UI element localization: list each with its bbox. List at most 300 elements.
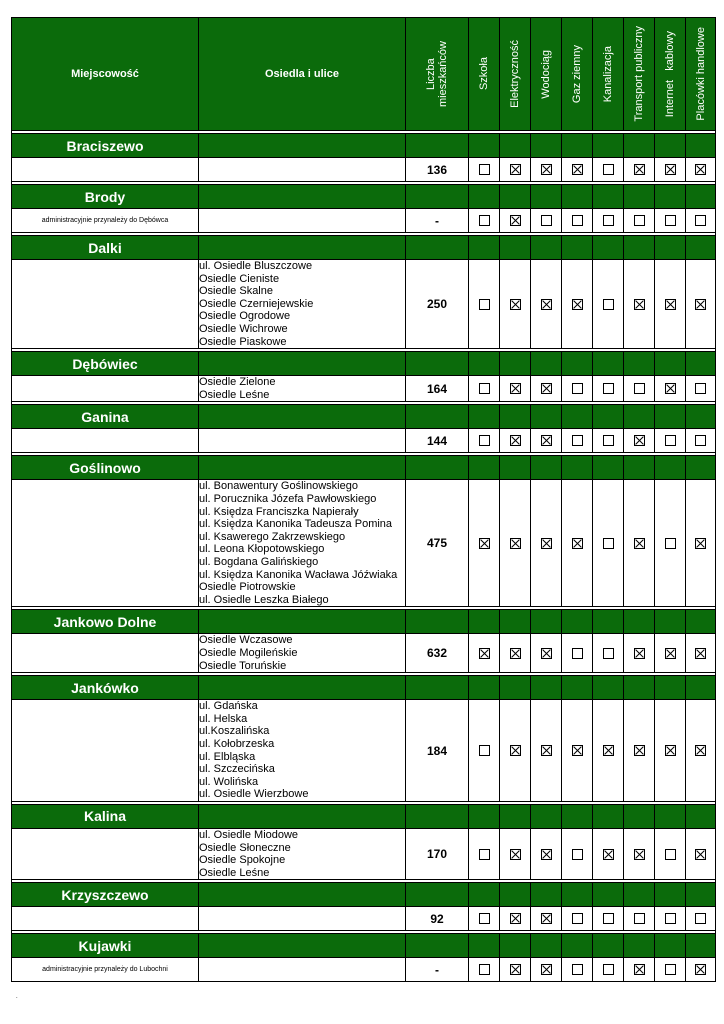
town-header-cell xyxy=(686,804,716,828)
amenity-cell-shops xyxy=(686,376,716,402)
town-header-cell xyxy=(531,185,562,209)
empty-box-icon xyxy=(603,435,614,446)
empty-box-icon xyxy=(603,215,614,226)
amenity-cell-gas xyxy=(562,828,593,879)
header-amenity-transport: Transport publiczny xyxy=(624,18,655,131)
checked-box-icon xyxy=(541,435,552,446)
town-header-cell xyxy=(562,883,593,907)
amenity-cell-shops xyxy=(686,634,716,673)
town-header-cell xyxy=(562,134,593,158)
town-header-cell xyxy=(406,883,469,907)
town-header-cell xyxy=(500,934,531,958)
streets-list xyxy=(199,907,406,931)
empty-box-icon xyxy=(572,435,583,446)
street-name: ul. Bogdana Galińskiego xyxy=(199,555,319,568)
town-header-cell xyxy=(469,134,500,158)
town-header-cell xyxy=(469,352,500,376)
town-header-cell xyxy=(199,934,406,958)
town-header-row xyxy=(12,804,716,828)
amenity-cell-sewage xyxy=(593,700,624,802)
population-value: 475 xyxy=(406,480,469,607)
population-value: 92 xyxy=(406,907,469,931)
checked-box-icon xyxy=(479,538,490,549)
street-name: ul. Kołobrzeska xyxy=(199,737,275,750)
empty-box-icon xyxy=(479,299,490,310)
street-name: Osiedle Wczasowe xyxy=(199,634,293,647)
town-header-cell xyxy=(500,804,531,828)
amenity-cell-transport xyxy=(624,828,655,879)
checked-box-icon xyxy=(510,383,521,394)
town-data-row xyxy=(12,958,716,982)
town-header-cell xyxy=(686,456,716,480)
amenity-cell-shops xyxy=(686,480,716,607)
town-header-cell xyxy=(562,804,593,828)
header-amenity-water: Wodociąg xyxy=(531,18,562,131)
empty-box-icon xyxy=(695,215,706,226)
checked-box-icon xyxy=(695,745,706,756)
amenity-cell-water xyxy=(531,480,562,607)
population-value: 632 xyxy=(406,634,469,673)
town-header-cell xyxy=(562,934,593,958)
checked-box-icon xyxy=(510,913,521,924)
checked-box-icon xyxy=(541,538,552,549)
empty-box-icon xyxy=(603,964,614,975)
streets-list xyxy=(199,209,406,233)
town-header-row xyxy=(12,883,716,907)
town-header-cell xyxy=(593,934,624,958)
empty-box-icon xyxy=(603,538,614,549)
town-header-cell xyxy=(199,405,406,429)
town-note: administracyjnie przynależy do Dębówca xyxy=(12,209,199,233)
checked-box-icon xyxy=(634,849,645,860)
town-data-row xyxy=(12,376,716,402)
town-note xyxy=(12,828,199,879)
street-name: Osiedle Skalne xyxy=(199,285,273,298)
town-header-cell xyxy=(500,676,531,700)
streets-list xyxy=(199,828,406,879)
header-streets: Osiedla i ulice xyxy=(199,18,406,131)
population-value: 164 xyxy=(406,376,469,402)
street-name: ul. Szczecińska xyxy=(199,763,275,776)
amenity-cell-school xyxy=(469,700,500,802)
amenity-cell-school xyxy=(469,907,500,931)
street-name: Osiedle Leśne xyxy=(199,866,270,879)
amenity-cell-transport xyxy=(624,700,655,802)
town-header-cell xyxy=(406,676,469,700)
street-name: ul. Ksawerego Zakrzewskiego xyxy=(199,530,346,543)
empty-box-icon xyxy=(665,538,676,549)
town-header-cell xyxy=(593,804,624,828)
town-note xyxy=(12,634,199,673)
empty-box-icon xyxy=(665,215,676,226)
town-data-row xyxy=(12,429,716,453)
town-note xyxy=(12,480,199,607)
town-header-cell xyxy=(406,134,469,158)
amenity-cell-sewage xyxy=(593,158,624,182)
checked-box-icon xyxy=(510,215,521,226)
town-header-cell xyxy=(531,134,562,158)
town-header-cell xyxy=(562,236,593,260)
town-header-row xyxy=(12,236,716,260)
town-data-row xyxy=(12,158,716,182)
empty-box-icon xyxy=(572,648,583,659)
town-header-row xyxy=(12,676,716,700)
town-header-cell xyxy=(469,804,500,828)
empty-box-icon xyxy=(479,383,490,394)
town-header-row xyxy=(12,456,716,480)
town-header-cell xyxy=(655,456,686,480)
empty-box-icon xyxy=(695,913,706,924)
amenity-cell-water xyxy=(531,429,562,453)
town-header-cell xyxy=(469,456,500,480)
town-header-cell xyxy=(624,405,655,429)
population-value: 144 xyxy=(406,429,469,453)
town-header-cell xyxy=(199,804,406,828)
amenities-table xyxy=(11,17,716,982)
town-header-cell xyxy=(199,610,406,634)
amenity-cell-internet xyxy=(655,907,686,931)
town-header-row xyxy=(12,352,716,376)
amenity-cell-gas xyxy=(562,429,593,453)
checked-box-icon xyxy=(665,745,676,756)
checked-box-icon xyxy=(634,538,645,549)
town-data-row xyxy=(12,260,716,349)
town-header-cell xyxy=(531,934,562,958)
streets-list xyxy=(199,480,406,607)
empty-box-icon xyxy=(572,215,583,226)
town-header-cell xyxy=(655,676,686,700)
empty-box-icon xyxy=(665,964,676,975)
amenity-cell-shops xyxy=(686,828,716,879)
amenity-cell-transport xyxy=(624,260,655,349)
town-name: Kujawki xyxy=(12,934,199,958)
town-header-cell xyxy=(406,352,469,376)
street-name: ul. Księdza Kanonika Wacława Jóźwiaka xyxy=(199,568,398,581)
town-header-cell xyxy=(531,610,562,634)
town-name: Krzyszczewo xyxy=(12,883,199,907)
amenity-cell-sewage xyxy=(593,958,624,982)
town-header-cell xyxy=(593,405,624,429)
checked-box-icon xyxy=(695,164,706,175)
amenity-cell-sewage xyxy=(593,828,624,879)
checked-box-icon xyxy=(634,299,645,310)
empty-box-icon xyxy=(603,913,614,924)
header-amenity-school: Szkoła xyxy=(469,18,500,131)
amenity-cell-transport xyxy=(624,907,655,931)
empty-box-icon xyxy=(695,435,706,446)
empty-box-icon xyxy=(603,648,614,659)
amenity-cell-electricity xyxy=(500,260,531,349)
town-header-cell xyxy=(562,352,593,376)
checked-box-icon xyxy=(510,164,521,175)
town-header-cell xyxy=(562,456,593,480)
amenity-cell-school xyxy=(469,634,500,673)
town-header-cell xyxy=(531,883,562,907)
amenity-cell-transport xyxy=(624,209,655,233)
amenity-cell-electricity xyxy=(500,907,531,931)
town-note xyxy=(12,429,199,453)
checked-box-icon xyxy=(510,849,521,860)
amenity-cell-electricity xyxy=(500,480,531,607)
street-name: ul. Elbląska xyxy=(199,750,256,763)
town-header-cell xyxy=(531,236,562,260)
amenity-cell-internet xyxy=(655,958,686,982)
town-header-cell xyxy=(686,185,716,209)
town-name: Ganina xyxy=(12,405,199,429)
amenity-cell-shops xyxy=(686,260,716,349)
amenity-cell-shops xyxy=(686,700,716,802)
checked-box-icon xyxy=(541,648,552,659)
checked-box-icon xyxy=(572,299,583,310)
amenity-cell-gas xyxy=(562,376,593,402)
town-note xyxy=(12,158,199,182)
streets-list xyxy=(199,634,406,673)
amenity-cell-gas xyxy=(562,958,593,982)
amenity-cell-shops xyxy=(686,429,716,453)
checked-box-icon xyxy=(634,648,645,659)
town-header-cell xyxy=(624,610,655,634)
town-header-cell xyxy=(500,236,531,260)
amenity-cell-internet xyxy=(655,828,686,879)
amenity-cell-water xyxy=(531,634,562,673)
town-header-cell xyxy=(469,934,500,958)
town-header-cell xyxy=(469,405,500,429)
town-header-cell xyxy=(469,676,500,700)
street-name: ul. Osiedle Miodowe xyxy=(199,828,299,841)
amenity-cell-internet xyxy=(655,376,686,402)
amenity-cell-gas xyxy=(562,260,593,349)
header-amenity-gas: Gaz ziemny xyxy=(562,18,593,131)
street-name: ul. Bonawentury Goślinowskiego xyxy=(199,480,358,493)
checked-box-icon xyxy=(634,745,645,756)
amenity-cell-sewage xyxy=(593,376,624,402)
town-note xyxy=(12,376,199,402)
amenity-cell-water xyxy=(531,260,562,349)
town-header-cell xyxy=(406,236,469,260)
amenity-cell-internet xyxy=(655,209,686,233)
checked-box-icon xyxy=(510,299,521,310)
amenity-cell-internet xyxy=(655,158,686,182)
amenity-cell-gas xyxy=(562,907,593,931)
street-name: Osiedle Cieniste xyxy=(199,272,280,285)
checked-box-icon xyxy=(665,299,676,310)
checked-box-icon xyxy=(541,383,552,394)
town-name: Dalki xyxy=(12,236,199,260)
amenity-cell-school xyxy=(469,260,500,349)
town-header-cell xyxy=(624,883,655,907)
streets-list xyxy=(199,958,406,982)
town-header-row xyxy=(12,610,716,634)
town-header-cell xyxy=(199,676,406,700)
town-header-cell xyxy=(531,352,562,376)
checked-box-icon xyxy=(541,913,552,924)
town-header-cell xyxy=(655,185,686,209)
amenity-cell-electricity xyxy=(500,209,531,233)
amenity-cell-sewage xyxy=(593,209,624,233)
empty-box-icon xyxy=(634,215,645,226)
checked-box-icon xyxy=(541,299,552,310)
street-name: ul. Osiedle Bluszczowe xyxy=(199,260,313,272)
checked-box-icon xyxy=(665,383,676,394)
amenity-cell-school xyxy=(469,429,500,453)
town-header-cell xyxy=(531,405,562,429)
street-name: Osiedle Zielone xyxy=(199,376,276,389)
amenity-cell-shops xyxy=(686,958,716,982)
amenity-cell-water xyxy=(531,700,562,802)
amenity-cell-transport xyxy=(624,376,655,402)
town-header-cell xyxy=(655,134,686,158)
town-header-row xyxy=(12,405,716,429)
town-header-cell xyxy=(500,185,531,209)
amenity-cell-internet xyxy=(655,260,686,349)
amenity-cell-electricity xyxy=(500,958,531,982)
amenity-cell-sewage xyxy=(593,480,624,607)
empty-box-icon xyxy=(603,164,614,175)
checked-box-icon xyxy=(541,964,552,975)
town-header-cell xyxy=(686,676,716,700)
town-header-cell xyxy=(500,883,531,907)
amenity-cell-sewage xyxy=(593,634,624,673)
town-header-cell xyxy=(199,134,406,158)
checked-box-icon xyxy=(603,745,614,756)
amenity-cell-transport xyxy=(624,480,655,607)
header-row xyxy=(12,18,716,131)
amenity-cell-shops xyxy=(686,209,716,233)
empty-box-icon xyxy=(541,215,552,226)
amenity-cell-internet xyxy=(655,634,686,673)
checked-box-icon xyxy=(572,745,583,756)
town-header-cell xyxy=(655,352,686,376)
empty-box-icon xyxy=(479,215,490,226)
header-amenity-electricity: Elektryczność xyxy=(500,18,531,131)
town-header-cell xyxy=(686,134,716,158)
empty-box-icon xyxy=(479,745,490,756)
checked-box-icon xyxy=(665,164,676,175)
population-value: 136 xyxy=(406,158,469,182)
town-header-cell xyxy=(562,676,593,700)
amenity-cell-shops xyxy=(686,907,716,931)
town-header-cell xyxy=(199,352,406,376)
empty-box-icon xyxy=(572,913,583,924)
street-name: ul. Porucznika Józefa Pawłowskiego xyxy=(199,492,377,505)
town-header-cell xyxy=(655,883,686,907)
town-header-cell xyxy=(500,352,531,376)
town-header-cell xyxy=(686,236,716,260)
checked-box-icon xyxy=(541,164,552,175)
empty-box-icon xyxy=(695,383,706,394)
checked-box-icon xyxy=(479,648,490,659)
street-name: Osiedle Piaskowe xyxy=(199,335,287,348)
town-note xyxy=(12,907,199,931)
town-header-cell xyxy=(686,352,716,376)
town-header-cell xyxy=(500,134,531,158)
streets-list xyxy=(199,429,406,453)
amenity-cell-internet xyxy=(655,429,686,453)
town-data-row xyxy=(12,634,716,673)
street-name: Osiedle Wichrowe xyxy=(199,322,288,335)
empty-box-icon xyxy=(572,383,583,394)
town-header-cell xyxy=(406,185,469,209)
amenity-cell-electricity xyxy=(500,700,531,802)
town-data-row xyxy=(12,907,716,931)
town-header-cell xyxy=(593,676,624,700)
empty-box-icon xyxy=(603,299,614,310)
town-header-cell xyxy=(593,236,624,260)
town-header-row xyxy=(12,134,716,158)
checked-box-icon xyxy=(634,964,645,975)
checked-box-icon xyxy=(634,164,645,175)
checked-box-icon xyxy=(541,849,552,860)
population-value: - xyxy=(406,958,469,982)
amenity-cell-transport xyxy=(624,634,655,673)
empty-box-icon xyxy=(665,435,676,446)
town-note: administracyjnie przynależy do Lubochni xyxy=(12,958,199,982)
amenity-cell-school xyxy=(469,480,500,607)
town-header-cell xyxy=(593,352,624,376)
town-note xyxy=(12,700,199,802)
street-name: ul. Osiedle Wierzbowe xyxy=(199,788,309,801)
town-data-row xyxy=(12,700,716,802)
checked-box-icon xyxy=(510,745,521,756)
amenity-cell-electricity xyxy=(500,376,531,402)
amenity-cell-gas xyxy=(562,209,593,233)
town-name: Braciszewo xyxy=(12,134,199,158)
town-header-cell xyxy=(406,456,469,480)
empty-box-icon xyxy=(572,849,583,860)
checked-box-icon xyxy=(541,745,552,756)
town-header-cell xyxy=(199,185,406,209)
town-header-cell xyxy=(469,185,500,209)
street-name: Osiedle Mogileńskie xyxy=(199,646,298,659)
town-header-cell xyxy=(686,405,716,429)
street-name: Osiedle Piotrowskie xyxy=(199,581,296,594)
town-header-cell xyxy=(469,236,500,260)
population-value: 250 xyxy=(406,260,469,349)
town-data-row xyxy=(12,828,716,879)
checked-box-icon xyxy=(695,299,706,310)
town-name: Dębówiec xyxy=(12,352,199,376)
town-header-cell xyxy=(593,456,624,480)
empty-box-icon xyxy=(479,164,490,175)
street-name: ul. Helska xyxy=(199,712,248,725)
amenity-cell-school xyxy=(469,958,500,982)
town-header-cell xyxy=(531,456,562,480)
town-header-cell xyxy=(655,236,686,260)
town-header-row xyxy=(12,185,716,209)
checked-box-icon xyxy=(603,849,614,860)
amenity-cell-electricity xyxy=(500,158,531,182)
header-amenity-shops: Placówki handlowe xyxy=(686,18,716,131)
amenity-cell-transport xyxy=(624,158,655,182)
checked-box-icon xyxy=(572,164,583,175)
town-header-cell xyxy=(406,804,469,828)
amenity-cell-gas xyxy=(562,158,593,182)
town-header-cell xyxy=(562,610,593,634)
checked-box-icon xyxy=(695,538,706,549)
street-name: Osiedle Ogrodowe xyxy=(199,310,291,323)
town-header-cell xyxy=(593,610,624,634)
town-note xyxy=(12,260,199,349)
town-header-cell xyxy=(406,610,469,634)
town-header-cell xyxy=(500,405,531,429)
amenity-cell-internet xyxy=(655,480,686,607)
town-header-cell xyxy=(531,804,562,828)
street-name: ul.Koszalińska xyxy=(199,725,270,738)
town-header-cell xyxy=(406,405,469,429)
population-value: 170 xyxy=(406,828,469,879)
empty-box-icon xyxy=(634,383,645,394)
town-name: Goślinowo xyxy=(12,456,199,480)
